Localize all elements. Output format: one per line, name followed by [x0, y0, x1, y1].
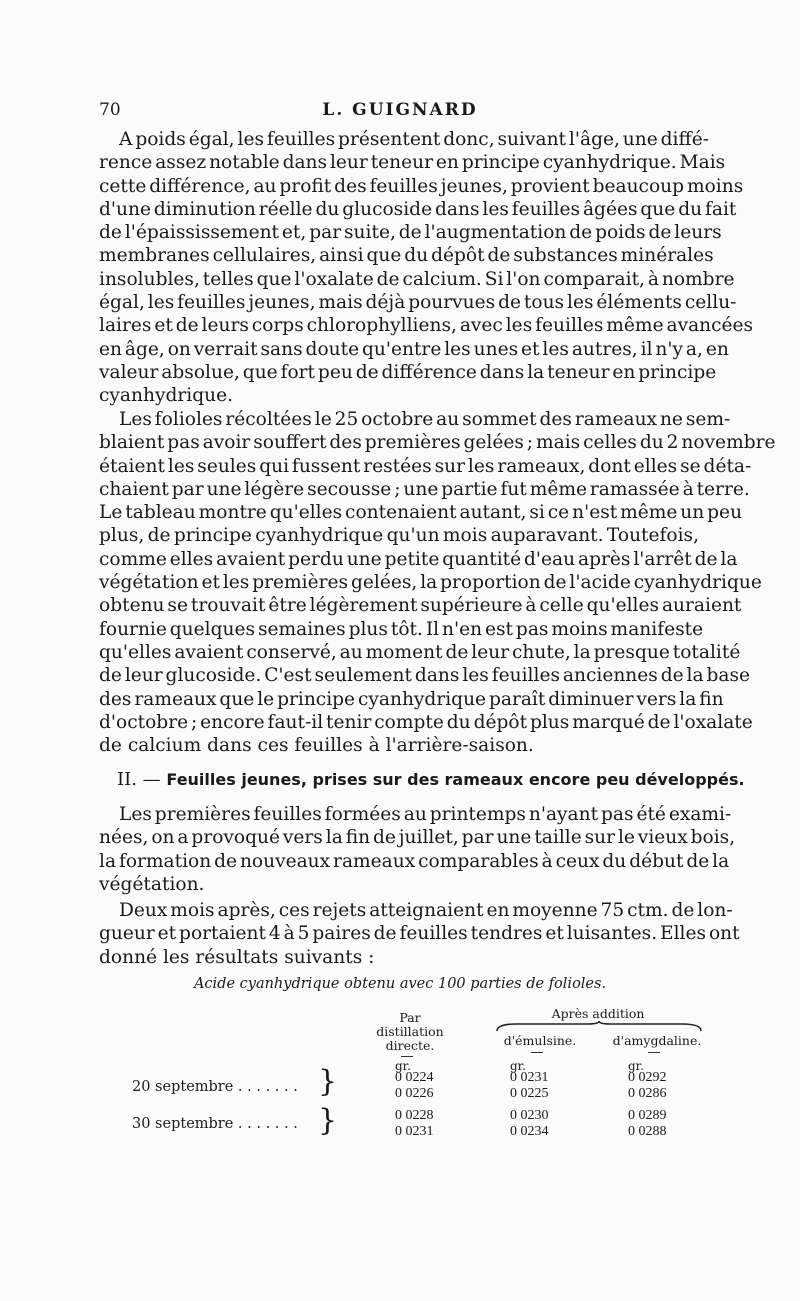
header-dash [531, 1052, 543, 1053]
text-line: obtenu se trouvait être légèrement supérieure à celle qu'elles auraient [99, 595, 742, 617]
header-direct-line-1: Par [399, 1010, 421, 1025]
header-emulsine: d'émulsine. [503, 1033, 577, 1048]
text-line: qu'elles avaient conservé, au moment de leur chute, la presque totalité [99, 641, 741, 663]
text-line: en âge, on verrait sans doute qu'entre les unes et les autres, il n'y a, en [99, 338, 729, 360]
running-head-author: L. GUIGNARD [322, 100, 478, 120]
cell-value: 0 0231 [395, 1124, 434, 1139]
cell-value: 0 0224 [395, 1070, 434, 1085]
header-dash [401, 1056, 413, 1057]
text-line: fournie quelques semaines plus tôt. Il n'en est pas moins manifeste [99, 618, 704, 640]
text-line: d'une diminution réelle du glucoside dans les feuilles âgées que du fait [99, 198, 737, 220]
text-line: Les premières feuilles formées au printemps n'ayant pas été exami- [119, 804, 732, 825]
text-line: valeur absolue, que fort peu de différence dans la teneur en principe [99, 361, 717, 383]
text-line: étaient les seules qui fussent restées sur les rameaux, dont elles se déta- [99, 455, 752, 477]
text-line: nées, on a provoqué vers la fin de juillet, par une taille sur le vieux bois, [99, 827, 736, 849]
header-dash [648, 1052, 660, 1053]
text-line: A poids égal, les feuilles présentent donc, suivant l'âge, une diffé- [119, 129, 710, 150]
section-heading [117, 768, 745, 791]
header-direct-line-3: directe. [385, 1038, 435, 1053]
cell-value: 0 0230 [510, 1108, 549, 1123]
text-line: rence assez notable dans leur teneur en principe cyanhydrique. Mais [99, 152, 726, 174]
row-label-30-septembre: 30 septembre . . . . . . . [132, 1116, 298, 1132]
header-amygdaline: d'amygdaline. [612, 1033, 702, 1048]
text-line: d'octobre ; encore faut-il tenir compte du dépôt plus marqué de l'oxalate [99, 711, 753, 733]
running-head [0, 100, 800, 124]
cell-value: 0 0292 [628, 1070, 667, 1085]
header-group-addition: Après addition [551, 1006, 645, 1021]
row-brace: } [318, 1064, 338, 1099]
row-brace: } [318, 1103, 338, 1138]
table-caption: Acide cyanhydrique obtenu avec 100 parties de folioles. [193, 976, 607, 992]
cell-value: 0 0225 [510, 1086, 549, 1101]
text-line: Le tableau montre qu'elles contenaient autant, si ce n'est même un peu [99, 502, 743, 524]
cell-value: 0 0286 [628, 1086, 667, 1101]
cell-value: 0 0226 [395, 1086, 434, 1101]
header-direct [360, 1011, 460, 1053]
text-line: des rameaux que le principe cyanhydrique paraît diminuer vers la fin [99, 688, 724, 710]
text-line: plus, de principe cyanhydrique qu'un mois auparavant. Toutefois, [99, 525, 699, 547]
text-line: laires et de leurs corps chlorophylliens, avec les feuilles même avancées [99, 315, 754, 337]
text-line: cette différence, au profit des feuilles jeunes, provient beaucoup moins [99, 175, 744, 197]
paragraph-2 [99, 408, 776, 757]
text-line: de calcium dans ces feuilles à l'arrière-saison. [99, 735, 534, 757]
text-line: égal, les feuilles jeunes, mais déjà pourvues de tous les éléments cellu- [99, 292, 737, 314]
unit-amygdaline: gr. [628, 1059, 644, 1073]
row-label-20-septembre: 20 septembre . . . . . . . [132, 1079, 298, 1095]
page-number: 70 [99, 100, 121, 120]
cell-value: 0 0234 [510, 1124, 549, 1139]
text-line: comme elles avaient perdu une petite quantité d'eau après l'arrêt de la [99, 548, 738, 570]
section-number: II. — [117, 769, 161, 790]
paragraph-3 [99, 803, 736, 896]
text-line: Deux mois après, ces rejets atteignaient en moyenne 75 ctm. de lon- [119, 900, 733, 921]
text-line: Les folioles récoltées le 25 octobre au sommet des rameaux ne sem- [119, 409, 731, 430]
unit-emulsine: gr. [510, 1059, 526, 1073]
section-title: Feuilles jeunes, prises sur des rameaux encore peu développés. [166, 770, 745, 789]
text-line: membranes cellulaires, ainsi que du dépôt de substances minérales [99, 245, 714, 267]
unit-direct: gr. [395, 1059, 411, 1073]
cell-value: 0 0228 [395, 1108, 434, 1123]
header-direct-line-2: distillation [376, 1024, 444, 1039]
text-line: gueur et portaient 4 à 5 paires de feuilles tendres et luisantes. Elles ont [99, 923, 740, 945]
cell-value: 0 0231 [510, 1070, 549, 1085]
cell-value: 0 0289 [628, 1108, 667, 1123]
cell-value: 0 0288 [628, 1124, 667, 1139]
text-line: cyanhydrique. [99, 385, 233, 407]
paragraph-1 [99, 128, 754, 408]
text-line: insolubles, telles que l'oxalate de calcium. Si l'on comparait, à nombre [99, 268, 735, 290]
paragraph-4 [99, 899, 740, 969]
text-line: blaient pas avoir souffert des premières gelées ; mais celles du 2 novembre [99, 432, 776, 454]
header-group-brace [496, 1021, 702, 1033]
text-line: donné les résultats suivants : [99, 946, 375, 968]
text-line: végétation. [99, 873, 205, 895]
text-line: de leur glucoside. C'est seulement dans les feuilles anciennes de la base [99, 665, 751, 687]
text-line: chaient par une légère secousse ; une partie fut même ramassée à terre. [99, 478, 750, 500]
text-line: de l'épaississement et, par suite, de l'augmentation de poids de leurs [99, 222, 722, 244]
text-line: végétation et les premières gelées, la proportion de l'acide cyanhydrique [99, 572, 762, 594]
text-line: la formation de nouveaux rameaux comparables à ceux du début de la [99, 850, 730, 872]
